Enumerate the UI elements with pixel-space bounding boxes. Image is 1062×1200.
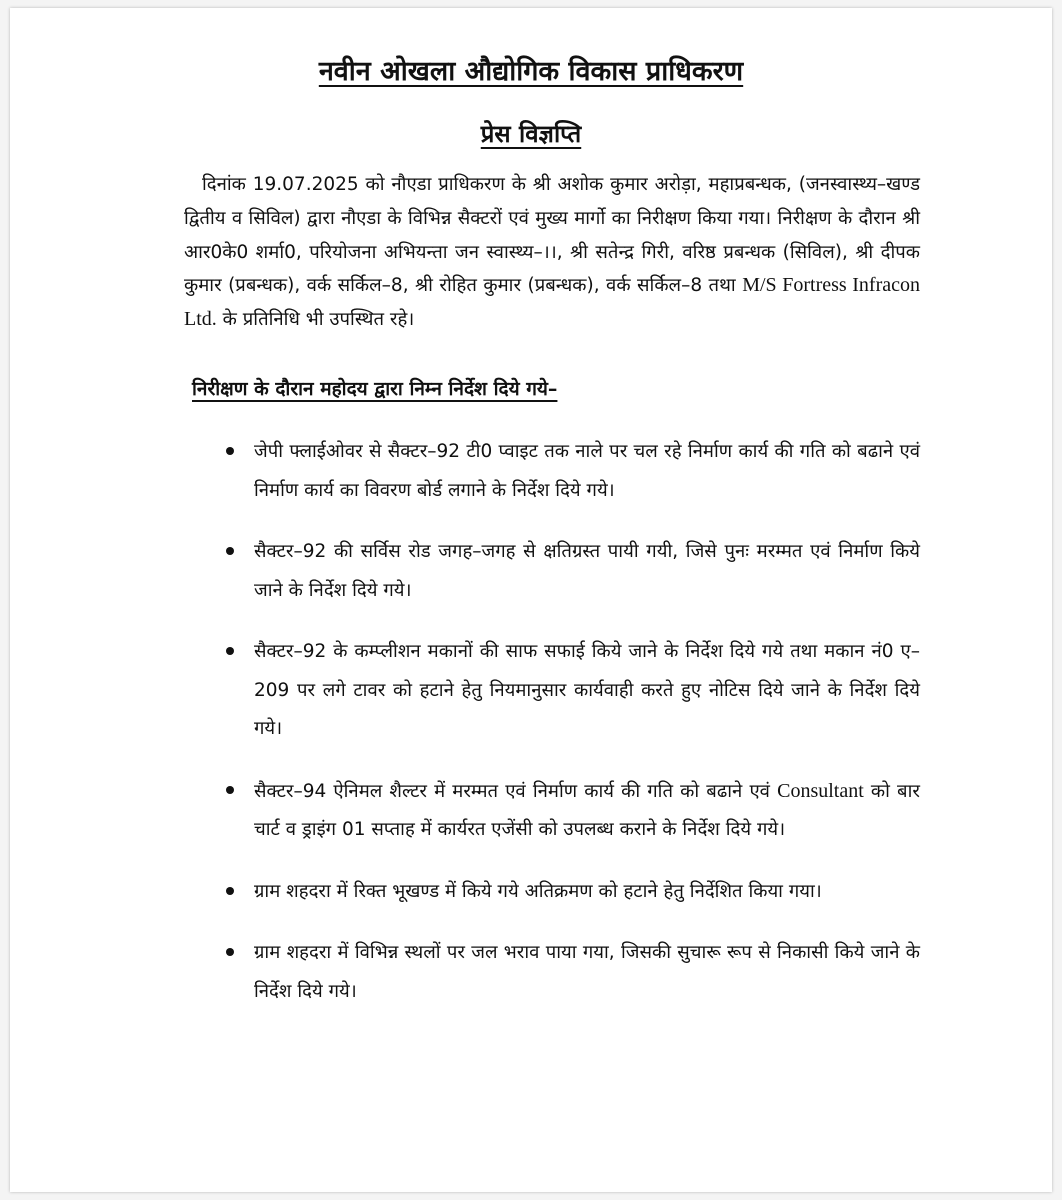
directives-heading-text: निरीक्षण के दौरान महोदय द्वारा निम्न निर्देश दिये गये–	[192, 378, 558, 400]
consultant-word: Consultant	[777, 779, 864, 802]
directive-text-before: सैक्टर–94 ऐनिमल शैल्टर में मरम्मत एवं निर्माण कार्य की गति को बढाने एवं	[254, 780, 770, 802]
bullet-icon	[226, 786, 234, 794]
intro-text-part2: के प्रतिनिधि भी उपस्थित रहे।	[222, 309, 415, 331]
page-title	[10, 50, 1052, 94]
list-item	[220, 772, 920, 850]
bullet-icon	[226, 547, 234, 555]
list-item	[220, 633, 920, 749]
directives-list	[220, 433, 920, 1034]
list-item	[220, 533, 920, 610]
directive-text: सैक्टर–92 के कम्प्लीशन मकानों की साफ सफाई किये जाने के निर्देश दिये गये तथा मकान नं0 ए–209 पर लगे टावर को हटाने हेतु नियमानुसार कार्यवाही करते हुए नोटिस दिये जाने के निर्देश दिये गये।	[254, 641, 920, 739]
list-item	[220, 934, 920, 1011]
list-item	[220, 433, 920, 510]
press-release-heading	[10, 114, 1052, 154]
document-page	[10, 8, 1052, 1192]
list-item	[220, 873, 920, 912]
directives-heading	[192, 374, 557, 404]
directive-text: ग्राम शहदरा में रिक्त भूखण्ड में किये गये अतिक्रमण को हटाने हेतु निर्देशित किया गया।	[254, 880, 822, 902]
directive-text: जेपी फ्लाईओवर से सैक्टर–92 टी0 प्वाइट तक नाले पर चल रहे निर्माण कार्य की गति को बढाने एवं निर्माण कार्य का विवरण बोर्ड लगाने के निर्देश दिये गये।	[254, 441, 920, 501]
press-release-heading-text: प्रेस विज्ञप्ति	[480, 120, 582, 148]
directive-text: सैक्टर–92 की सर्विस रोड जगह–जगह से क्षतिग्रस्त पायी गयी, जिसे पुनः मरम्मत एवं निर्माण किये जाने के निर्देश दिये गये।	[254, 541, 920, 601]
page-title-text: नवीन ओखला औद्योगिक विकास प्राधिकरण	[318, 56, 744, 87]
directive-text: ग्राम शहदरा में विभिन्न स्थलों पर जल भराव पाया गया, जिसकी सुचारू रूप से निकासी किये जाने के निर्देश दिये गये।	[254, 942, 920, 1002]
intro-company-name: M/S Fortress Infracon Ltd.	[184, 274, 920, 331]
intro-paragraph	[184, 168, 920, 337]
intro-text-part1: दिनांक 19.07.2025 को नौएडा प्राधिकरण के श्री अशोक कुमार अरोड़ा, महाप्रबन्धक, (जनस्वास्थ्य–खण्ड द्वितीय व सिविल) द्वारा नौएडा के विभिन्न सैक्टरों एवं मुख्य मार्गो का निरीक्षण किया गया। निरीक्षण के दौरान श्री आर0के0 शर्मा0, परियोजना अभियन्ता जन स्वास्थ्य–।।, श्री सतेन्द्र गिरी, वरिष्ठ प्रबन्धक (सिविल), श्री दीपक कुमार (प्रबन्धक), वर्क सर्किल–8, श्री रोहित कुमार (प्रबन्धक), वर्क सर्किल–8 तथा	[184, 174, 920, 297]
bullet-icon	[226, 647, 234, 655]
directive-text-after: को बार चार्ट व ड्राइंग 01 सप्ताह में कार्यरत एजेंसी को उपलब्ध कराने के निर्देश दिये गये।	[254, 780, 920, 840]
bullet-icon	[226, 948, 234, 956]
bullet-icon	[226, 887, 234, 895]
bullet-icon	[226, 447, 234, 455]
